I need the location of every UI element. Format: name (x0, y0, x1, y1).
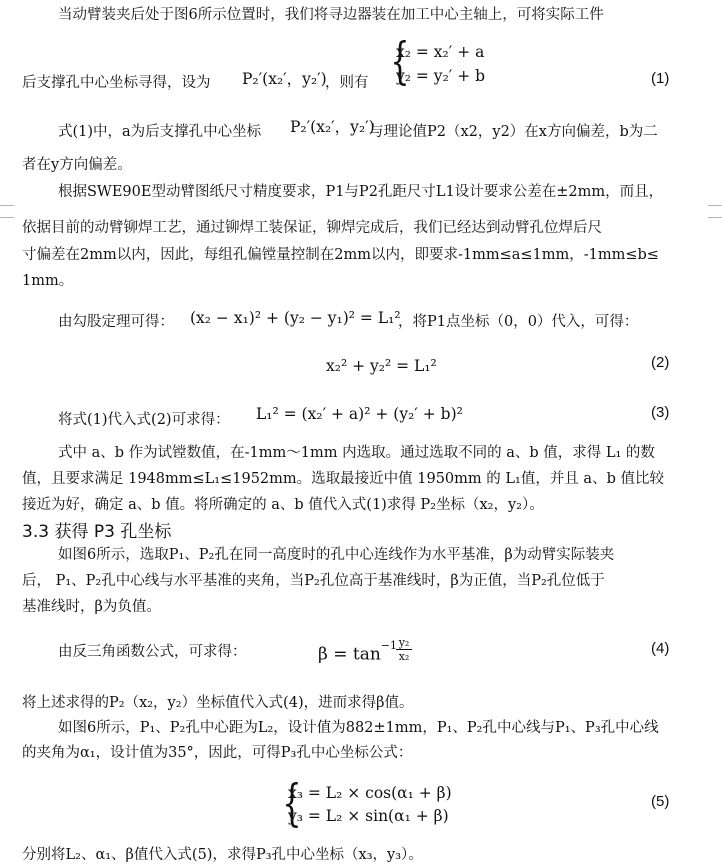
eq3-formula: L₁² = (x₂′ + a)² + (y₂′ + b)² (256, 405, 463, 423)
para8-line1: 分别将L₂、α₁、β值代入式(5)，求得P₃孔中心坐标（x₃，y₃）。 (22, 847, 423, 863)
eq5-row1: x₃ = L₂ × cos(α₁ + β) (288, 784, 452, 802)
para3-line4: 1mm。 (22, 273, 74, 289)
eq2-number: (2) (651, 354, 670, 371)
para1-line1: 当动臂装夹后处于图6所示位置时，我们将寻边器装在加工中心主轴上，可将实际工件 (58, 7, 604, 23)
para5-line1: 式中 a、b 作为试镗数值，在-1mm～1mm 内选取。通过选取不同的 a、b 值，求得 L₁ 的数 (58, 445, 655, 461)
eq4-beta-tan: β = tan (318, 644, 381, 665)
para5-line3: 接近为好，确定 a、b 值。将所确定的 a、b 值代入式(1)求得 P₂坐标（x₂，y₂）。 (22, 497, 544, 513)
eq4-numerator: y₂ (396, 636, 412, 650)
eq5-row2: y₃ = L₂ × sin(α₁ + β) (288, 807, 449, 825)
para3-line2: 依据目前的动臂铆焊工艺，通过铆焊工装保证，铆焊完成后，我们已经达到动臂孔位焊后尺 (22, 220, 602, 236)
eq4-lhs (318, 640, 397, 665)
para5-line2: 值，且要求满足 1948mm≤L₁≤1952mm。选取最接近中值 1950mm 的 L₁值，并且 a、b 值比较 (22, 471, 664, 487)
eq1-brace: { (390, 32, 410, 90)
para7-line3: 的夹角为α₁，设计值为35°，因此，可得P₃孔中心坐标公式： (22, 745, 413, 761)
eq4-exponent: −1 (380, 639, 398, 652)
eq3-number: (3) (651, 404, 670, 421)
eq1-row2: y₂ = y₂′ + b (396, 67, 486, 85)
para2-line2: 者在y方向偏差。 (22, 157, 132, 173)
eq1-row1: x₂ = x₂′ + a (396, 43, 485, 61)
para4-text-a: 由勾股定理可得： (58, 314, 174, 330)
para3-line1: 根据SWE90E型动臂图纸尺寸精度要求，P1与P2孔距尺寸L1设计要求公差在±2mm，而且， (58, 184, 664, 200)
eq5-number: (5) (651, 793, 670, 810)
eq4-text: 由反三角函数公式，可求得： (58, 644, 247, 660)
para4-text-b: ，将P1点坐标（0，0）代入，可得： (398, 314, 639, 330)
para6-line2: 后， P₁、P₂孔中心线与水平基准的夹角，当P₂孔位高于基准线时，β为正值，当P₂孔位低于 (22, 573, 605, 589)
eq4-number: (4) (651, 640, 670, 657)
para6-line1: 如图6所示，选取P₁、P₂孔在同一高度时的孔中心连线作为水平基准，β为动臂实际装夹 (58, 547, 615, 563)
section-heading: 3.3 获得 P3 孔坐标 (22, 522, 172, 542)
eq1-number: (1) (651, 70, 670, 87)
para3-line3: 寸偏差在2mm以内，因此，每组孔偏镗量控制在2mm以内，即要求-1mm≤a≤1mm，-1mm≤b≤ (22, 247, 659, 263)
para7-line2: 如图6所示，P₁、P₂孔中心距为L₂，设计值为882±1mm，P₁、P₂孔中心线与P₁、P₃孔中心线 (58, 720, 659, 736)
para2-line1a: 式(1)中，a为后支撑孔中心坐标 (58, 124, 262, 140)
para1-then: ，则有 (325, 75, 369, 91)
para2-p2prime-math: P₂′(x₂′，y₂′) (290, 118, 375, 136)
eq4-denominator: x₂ (398, 650, 410, 663)
page-break-marker-right (708, 205, 722, 218)
eq3-text: 将式(1)代入式(2)可求得： (58, 412, 230, 428)
eq4-fraction (396, 636, 412, 663)
para4-pythagoras-math: (x₂ − x₁)² + (y₂ − y₁)² = L₁² (190, 309, 401, 327)
para1-line2-text: 后支撑孔中心坐标寻得，设为 (22, 75, 211, 91)
eq5-brace: { (282, 774, 302, 832)
para7-line1: 将上述求得的P₂（x₂，y₂）坐标值代入式(4)，进而求得β值。 (22, 695, 414, 711)
page-break-marker-left (0, 205, 14, 218)
para2-line1b: 与理论值P2（x2，y2）在x方向偏差，b为二 (369, 124, 658, 140)
para6-line3: 基准线时，β为负值。 (22, 599, 161, 615)
para1-p2prime-math: P₂′(x₂′，y₂′) (242, 70, 327, 88)
eq2-formula: x₂² + y₂² = L₁² (326, 357, 437, 375)
